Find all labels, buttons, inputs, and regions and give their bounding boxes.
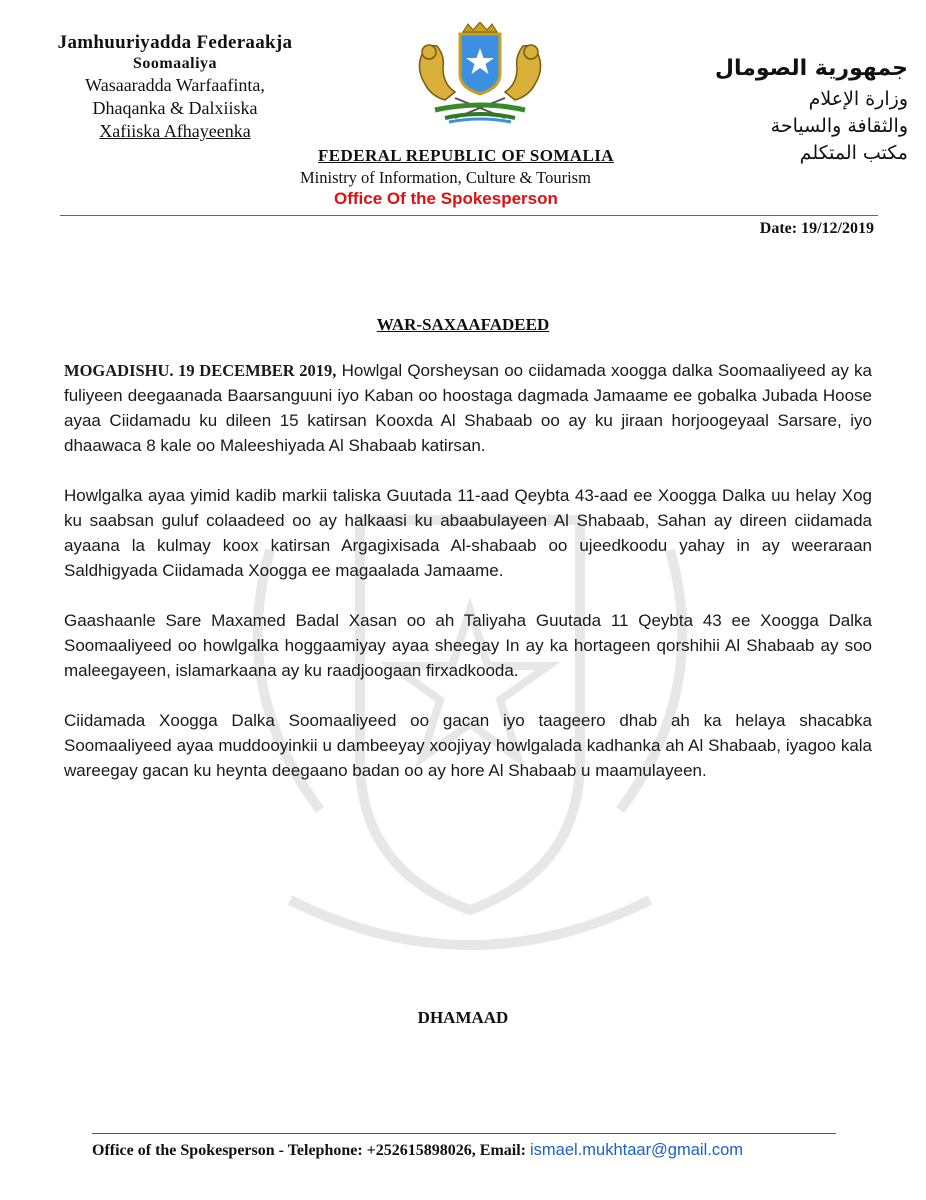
somali-country-line: Soomaaliya <box>132 55 218 72</box>
footer-contact-text: Office of the Spokesperson - Telephone: +252615898026, Email: <box>92 1142 527 1159</box>
coat-of-arms-icon <box>405 22 555 126</box>
document-date: Date: 19/12/2019 <box>759 220 874 237</box>
arabic-republic-line: جمهورية الصومال <box>714 56 908 81</box>
paragraph-1 <box>64 358 872 458</box>
document-body <box>64 358 872 808</box>
paragraph-2: Howlgalka ayaa yimid kadib markii taliska Guutada 11-aad Qeybta 43-aad ee Xoogga Dalka uu helay Xog ku saabsan guluf colaadeed oo ay halkaasi ku abaabulayeen Al Shabaab, Sahan ay direen ciidamada ayaana la kulmay koox katirsan Argagixisada Al-shabaab oo ujeedkoodu yahay in ay weeraraan Saldhigyada Ciidamada Xoogga ee magaalada Jamaame. <box>64 486 872 580</box>
footer-divider <box>92 1133 836 1134</box>
somali-ministry-line: Wasaaradda Warfaafinta, <box>85 75 265 95</box>
dateline: MOGADISHU. 19 DECEMBER 2019, <box>64 361 337 380</box>
somali-office-line: Xafiiska Afhayeenka <box>99 121 251 141</box>
arabic-header-block <box>668 52 908 167</box>
arabic-ministry-line: وزارة الإعلام <box>808 88 908 110</box>
closing-word: DHAMAAD <box>417 1008 509 1027</box>
arabic-ministry-line-2: والثقافة والسياحة <box>770 115 908 137</box>
federal-republic-title: FEDERAL REPUBLIC OF SOMALIA <box>318 146 614 165</box>
somali-ministry-line-2: Dhaqanka & Dalxiiska <box>92 98 258 118</box>
document-title: WAR-SAXAAFADEED <box>376 315 550 334</box>
paragraph-1-text: Howlgal Qorsheysan oo ciidamada xoogga dalka Soomaaliyeed ay ka fuliyeen deegaanada Baarsanguuni iyo Kaban oo hoostaga dagmada Jamaame ee gobalka Jubada Hoose ayaa Ciidamadu ku dileen 15 katirsan Kooxda Al Shabaab oo ay ku jiraan horjoogeyaal Sarsare, iyo dhaawaca 8 kale oo Maleeshiyada Al Shabaab katirsan. <box>64 361 873 455</box>
header-divider <box>60 215 878 216</box>
paragraph-4: Ciidamada Xoogga Dalka Soomaaliyeed oo gacan iyo taageero dhab ah ka helaya shacabka Soomaaliyeed ayaa muddooyinkii u dambeeyay xoojiyay howlgalada kadhanka ah Al Shabaab, iyagoo kala wareegay gacan ku heynta deegaano badan oo ay hore Al Shabaab u maamulayeen. <box>64 711 872 780</box>
paragraph-3: Gaashaanle Sare Maxamed Badal Xasan oo ah Taliyaha Guutada 11 Qeybta 43 ee Xoogga Dalka Soomaaliyeed oo howlgalka hoggaamiyay ayaa sheegay In ay ka hortageen qorshihii Al Shabaab ay soo maleegayeen, islamarkaana ay ku raadjoogaan firxadkooda. <box>64 611 872 680</box>
footer <box>92 1141 743 1160</box>
arabic-office-line: مكتب المتكلم <box>799 142 908 164</box>
english-header-block <box>300 146 670 209</box>
spokesperson-office-title: Office Of the Spokesperson <box>334 189 558 208</box>
somali-header-block <box>10 32 340 143</box>
email-link[interactable]: ismael.mukhtaar@gmail.com <box>530 1141 743 1159</box>
somali-republic-line: Jamhuuriyadda Federaakja <box>57 32 293 53</box>
ministry-title: Ministry of Information, Culture & Tourism <box>300 168 591 187</box>
